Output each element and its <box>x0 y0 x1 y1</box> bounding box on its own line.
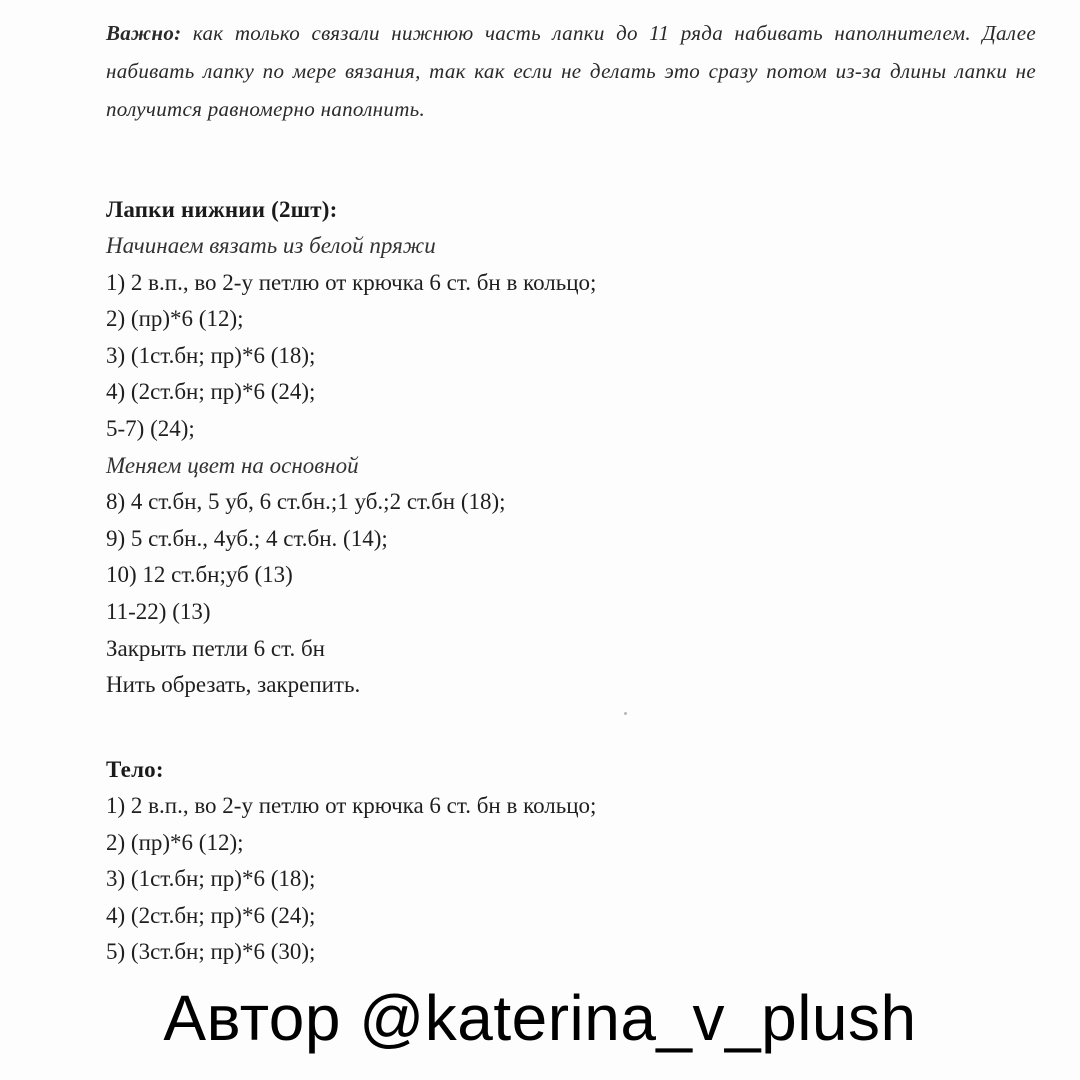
instruction-row: 4) (2ст.бн; пр)*6 (24); <box>106 379 316 405</box>
instruction-row: 1) 2 в.п., во 2-у петлю от крючка 6 ст. бн в кольцо; <box>106 793 597 818</box>
instruction-row: 1) 2 в.п., во 2-у петлю от крючка 6 ст. бн в кольцо; <box>106 269 597 295</box>
instruction-row: 3) (1ст.бн; пр)*6 (18); <box>106 342 316 368</box>
body-section <box>106 752 1006 971</box>
instruction-row: 2) (пр)*6 (12); <box>106 829 244 855</box>
instruction-row: 4) (2ст.бн; пр)*6 (24); <box>106 902 316 928</box>
instruction-row: 5) (3ст.бн; пр)*6 (30); <box>106 939 316 965</box>
instruction-row: Нить обрезать, закрепить. <box>106 672 361 698</box>
important-note-lead: Важно: <box>106 21 182 45</box>
instruction-row: 10) 12 ст.бн;уб (13) <box>106 562 293 588</box>
important-note-text: как только связали нижнюю часть лапки до 11 ряда набивать наполнителем. Далее набивать лапку по мере вязания, так как если не делать это сразу потом из-за длины лапки не получится равномерно наполнить. <box>106 21 1036 121</box>
instruction-row: Закрыть петли 6 ст. бн <box>106 635 325 661</box>
instruction-row: 5-7) (24); <box>106 415 195 441</box>
lower-paws-instructions <box>106 228 1006 704</box>
instruction-row: 3) (1ст.бн; пр)*6 (18); <box>106 866 316 892</box>
body-instructions <box>106 788 1006 971</box>
instruction-row: 2) (пр)*6 (12); <box>106 306 244 332</box>
author-credit: Автор @katerina_v_plush <box>163 982 917 1054</box>
lower-paws-section <box>106 192 1006 704</box>
color-note: Начинаем вязать из белой пряжи <box>106 233 436 258</box>
important-note <box>106 14 1036 128</box>
lower-paws-title: Лапки нижнии (2шт): <box>106 197 338 222</box>
instruction-row: 9) 5 ст.бн., 4уб.; 4 ст.бн. (14); <box>106 525 388 551</box>
instruction-row: 11-22) (13) <box>106 598 211 624</box>
color-note: Меняем цвет на основной <box>106 452 359 478</box>
body-title: Тело: <box>106 757 164 782</box>
scan-speck <box>624 712 627 715</box>
instruction-row: 8) 4 ст.бн, 5 уб, 6 ст.бн.;1 уб.;2 ст.бн (18); <box>106 489 506 515</box>
